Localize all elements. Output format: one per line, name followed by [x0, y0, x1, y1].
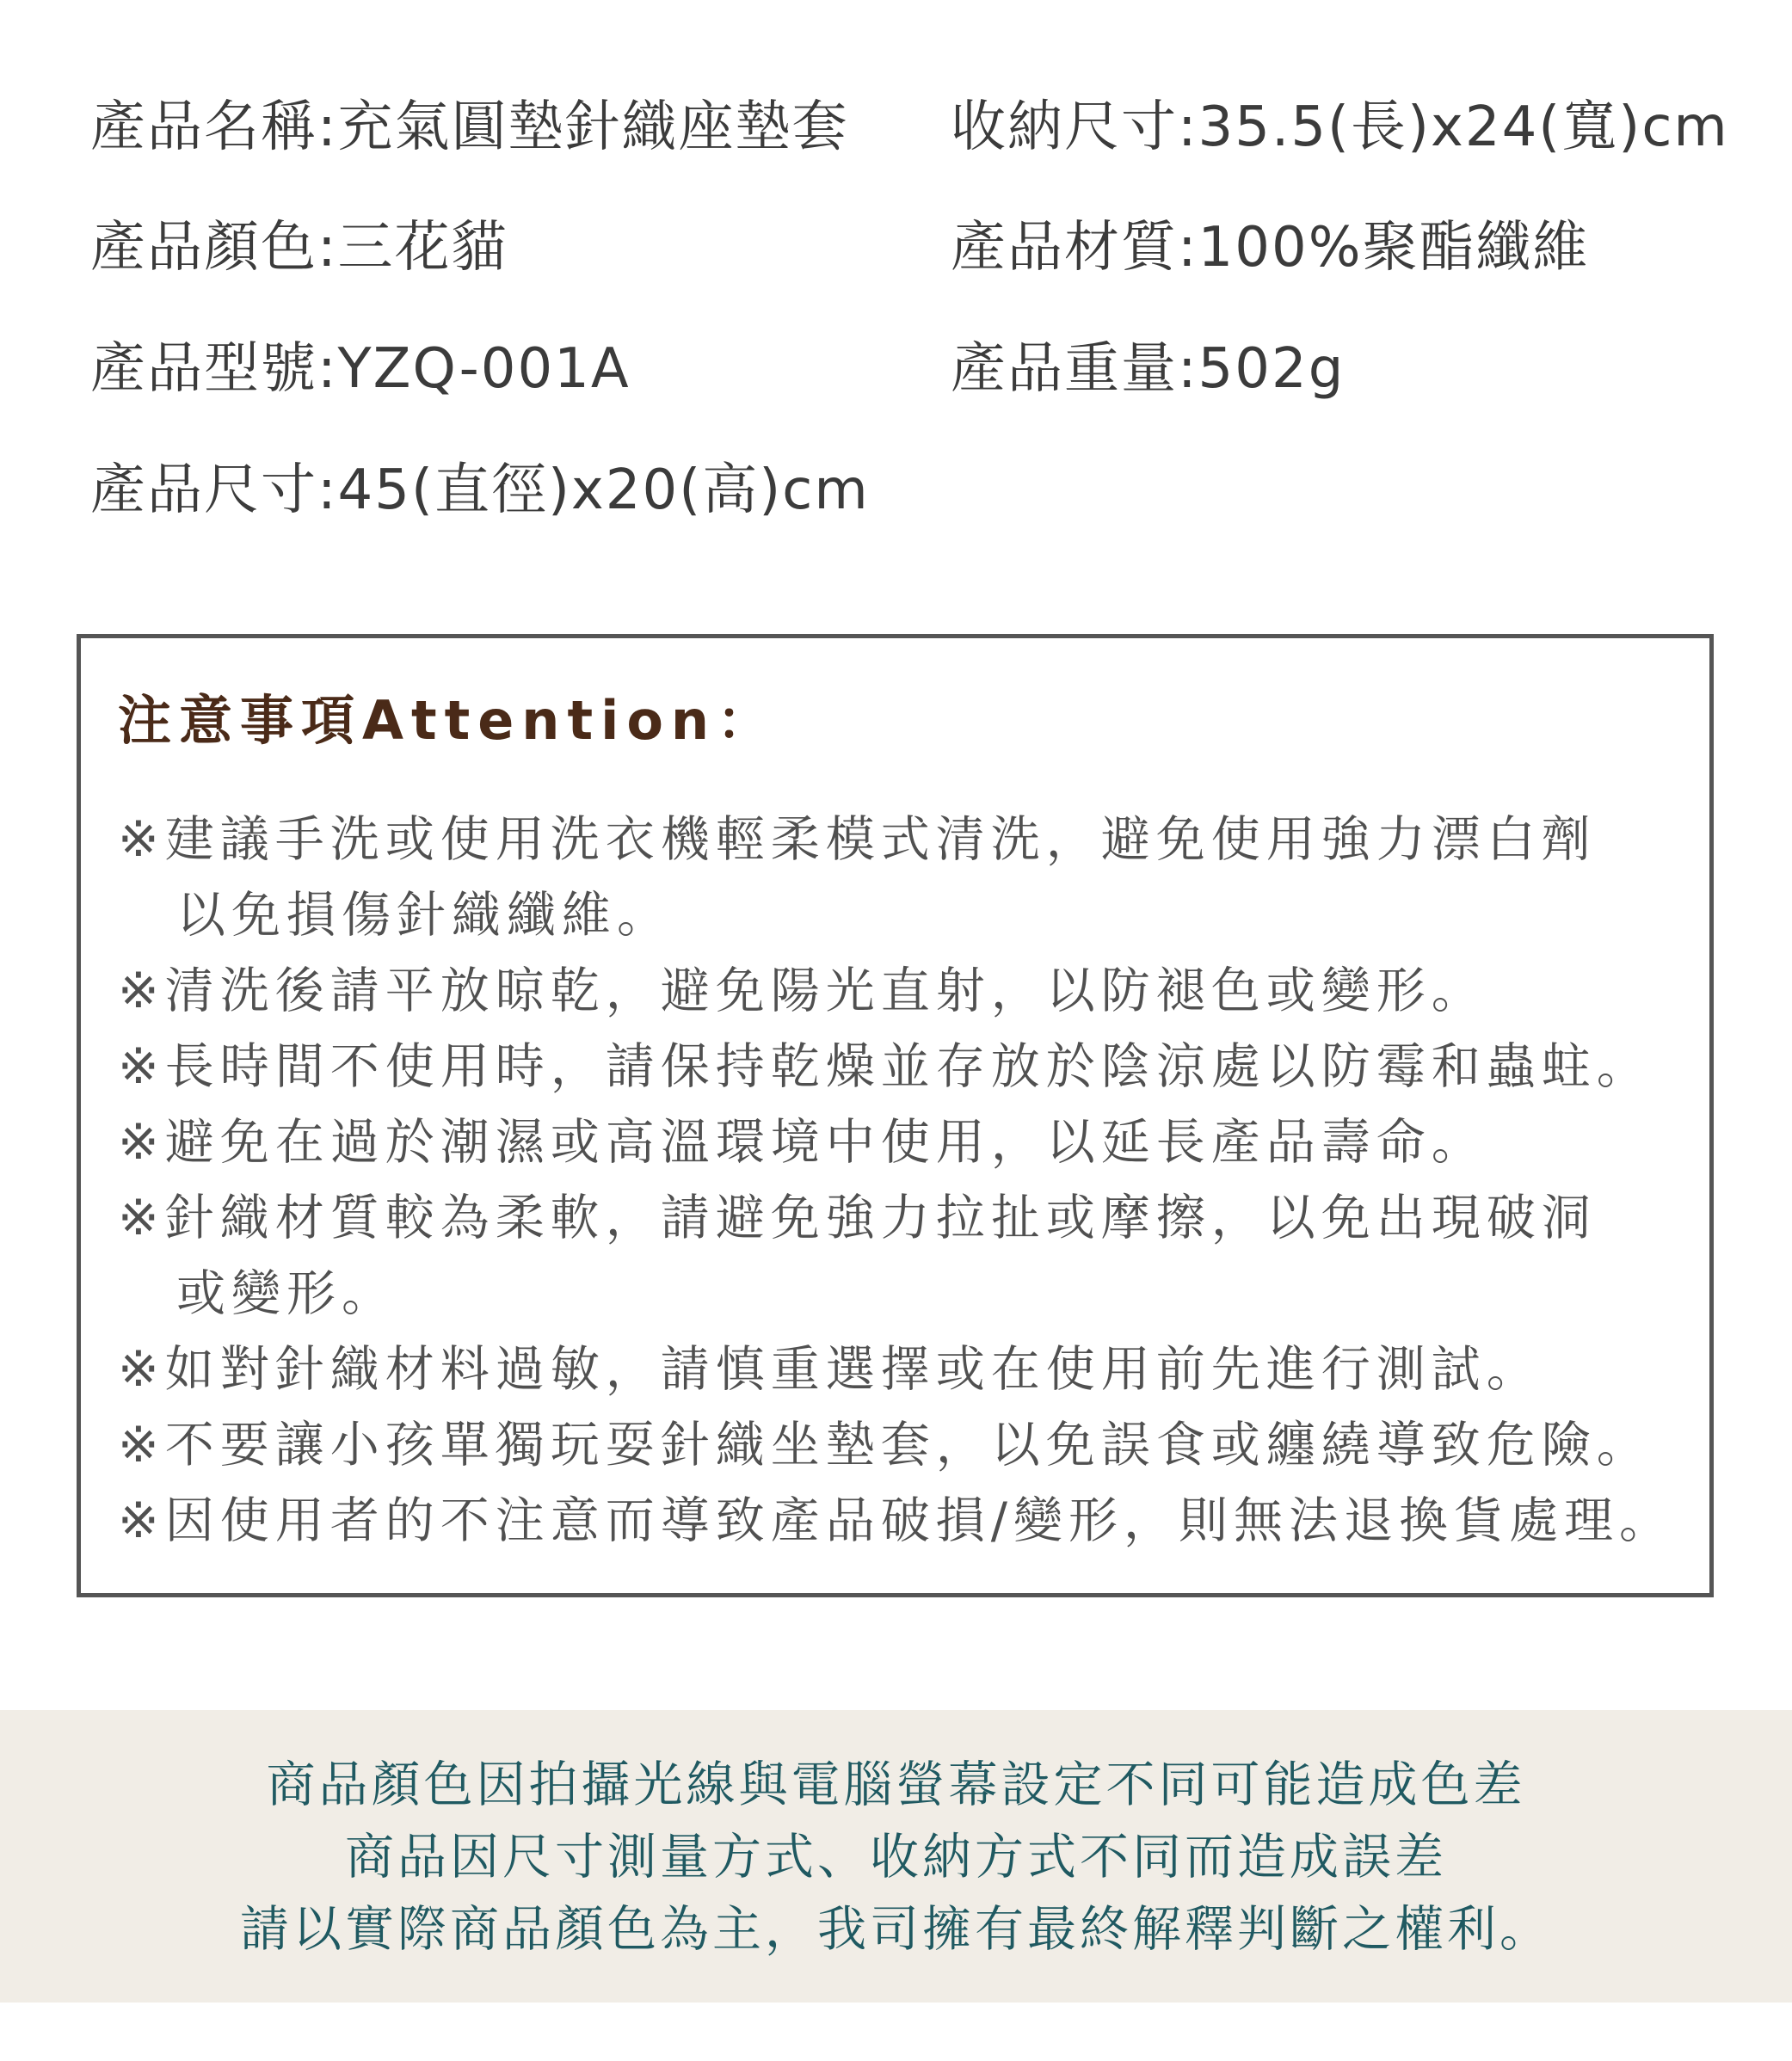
notice-item	[118, 1407, 1692, 1483]
notice-item	[118, 1180, 1692, 1332]
spec-storage-size-text: 收納尺寸:35.5(長)x24(寬)cm	[951, 95, 1729, 159]
notice-item-line: ※清洗後請平放晾乾，避免陽光直射，以防褪色或變形。	[118, 963, 1487, 1019]
notice-item-continuation: 以免損傷針織纖維。	[176, 887, 672, 944]
spec-material	[951, 213, 1590, 282]
disclaimer-line: 商品因尺寸測量方式、收納方式不同而造成誤差	[345, 1829, 1447, 1886]
spec-product-size-text: 產品尺寸:45(直徑)x20(高)cm	[90, 458, 870, 522]
notice-item	[118, 1332, 1692, 1407]
spec-product-model	[90, 335, 631, 403]
notice-item-line: ※避免在過於潮濕或高溫環境中使用，以延長產品壽命。	[118, 1114, 1487, 1171]
notice-item-line: ※因使用者的不注意而導致產品破損/變形，則無法退換貨處理。	[118, 1492, 1674, 1549]
spec-product-color-text: 產品顏色:三花貓	[90, 216, 508, 280]
notice-title: 注意事項Attention：	[118, 689, 779, 752]
notice-list	[118, 802, 1692, 1559]
notice-item	[118, 1483, 1692, 1559]
disclaimer-lines	[0, 1749, 1792, 1966]
notice-item	[118, 1029, 1692, 1104]
notice-item-line: ※建議手洗或使用洗衣機輕柔模式清洗，避免使用強力漂白劑	[118, 811, 1597, 868]
notice-item-line: ※長時間不使用時，請保持乾燥並存放於陰涼處以防霉和蟲蛀。	[118, 1038, 1652, 1095]
spec-weight-text: 產品重量:502g	[951, 337, 1346, 401]
spec-storage-size	[951, 93, 1729, 162]
notice-item-line: ※不要讓小孩單獨玩耍針織坐墊套，以免誤食或纏繞導致危險。	[118, 1417, 1652, 1473]
notice-item-line: ※如對針織材料過敏，請慎重選擇或在使用前先進行測試。	[118, 1341, 1542, 1398]
spec-product-model-text: 產品型號:YZQ-001A	[90, 337, 631, 401]
notice-item	[118, 802, 1692, 953]
spec-product-name	[90, 93, 849, 162]
notice-item-line: ※針織材質較為柔軟，請避免強力拉扯或摩擦，以免出現破洞	[118, 1190, 1597, 1246]
notice-item-continuation: 或變形。	[176, 1265, 397, 1322]
disclaimer-footer	[0, 1710, 1792, 2003]
disclaimer-line: 商品顏色因拍攝光線與電腦螢幕設定不同可能造成色差	[266, 1756, 1526, 1813]
notice-item	[118, 953, 1692, 1029]
spec-product-name-text: 產品名稱:充氣圓墊針織座墊套	[90, 95, 849, 159]
disclaimer-line: 請以實際商品顏色為主，我司擁有最終解釋判斷之權利。	[240, 1901, 1552, 1958]
spec-product-size	[90, 456, 870, 525]
product-specs	[0, 0, 1792, 533]
attention-notice-box	[77, 634, 1714, 1597]
spec-material-text: 產品材質:100%聚酯纖維	[951, 216, 1590, 280]
spec-weight	[951, 335, 1345, 403]
spec-product-color	[90, 213, 508, 282]
notice-item	[118, 1104, 1692, 1180]
